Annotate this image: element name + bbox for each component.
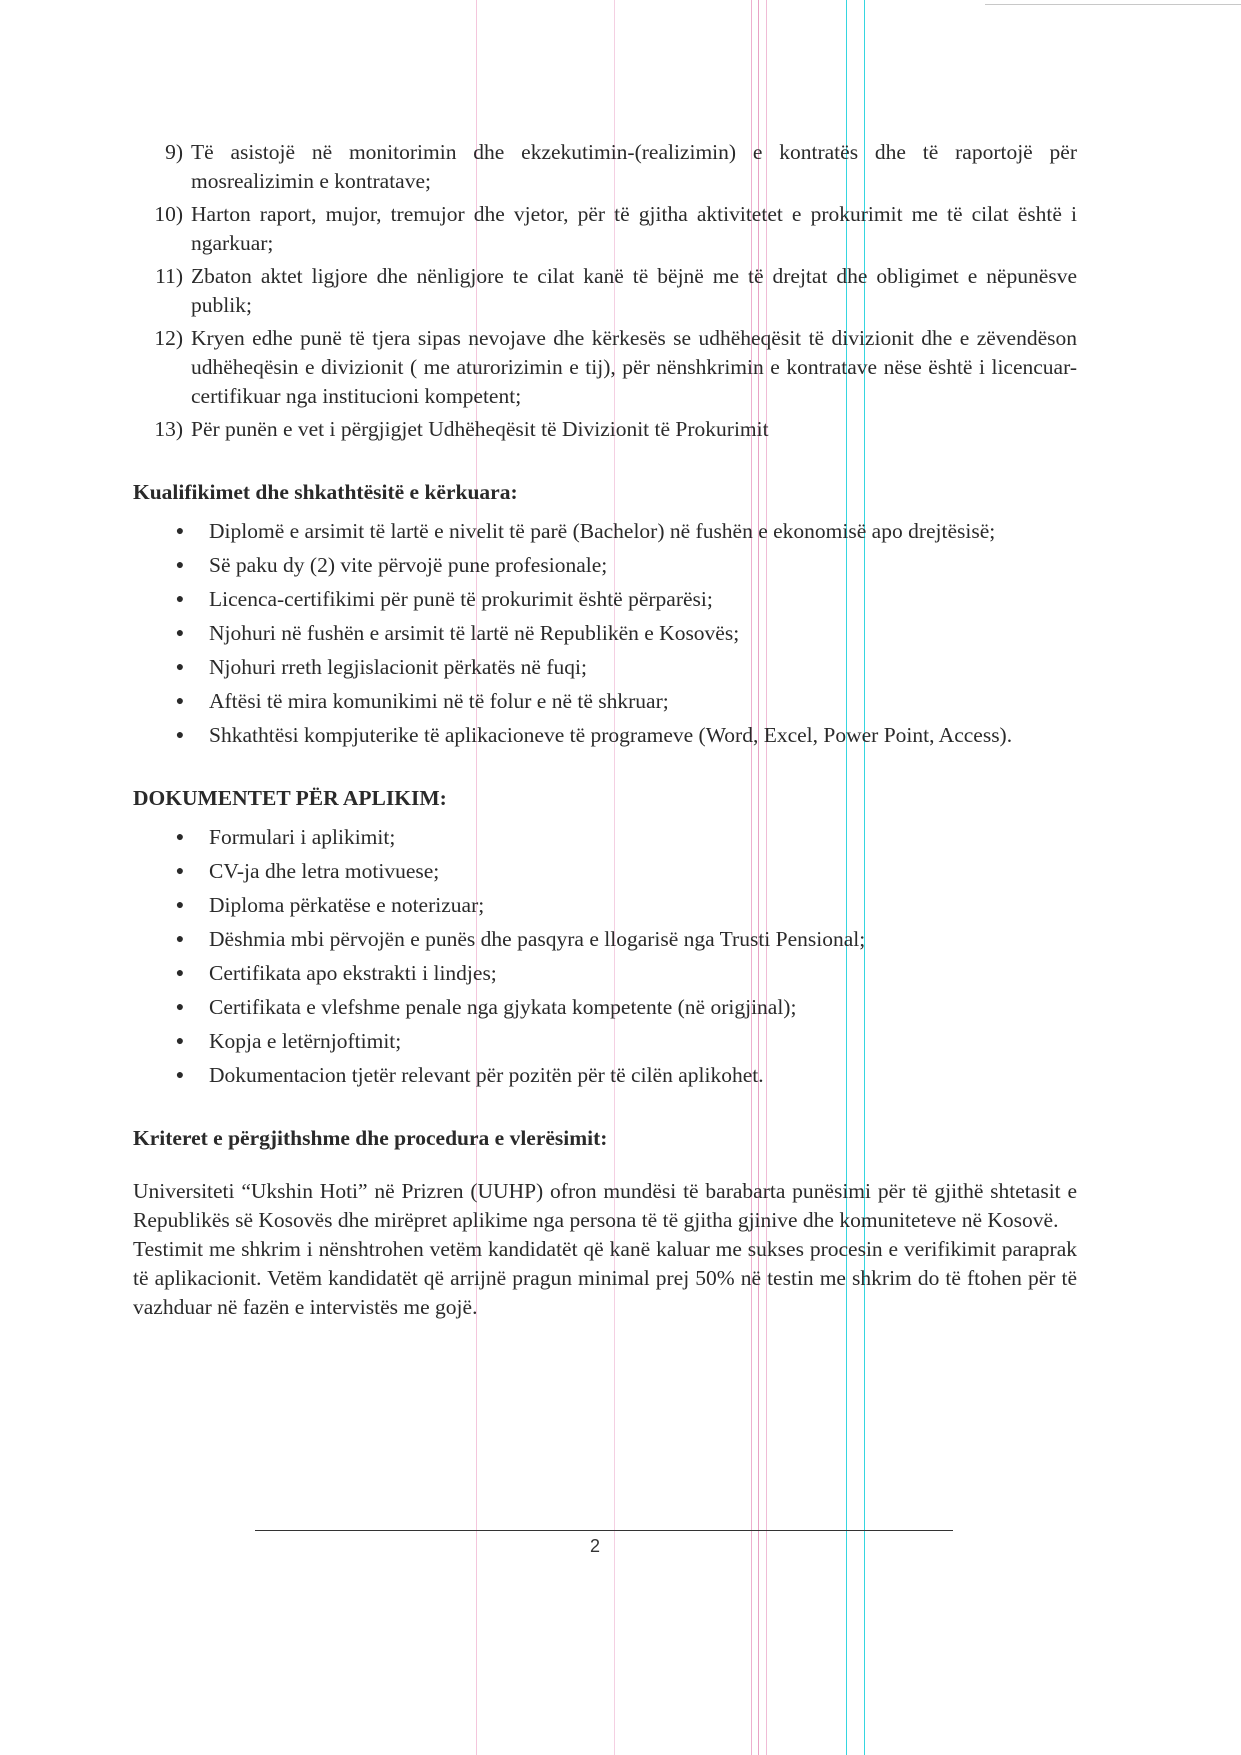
duty-text: Harton raport, mujor, tremujor dhe vjetor, për të gjitha aktivitetet e prokurimit me të cilat është i ngarkuar; bbox=[191, 202, 1077, 255]
list-item-text: Dëshmia mbi përvojën e punës dhe pasqyra e llogarisë nga Trusti Pensional; bbox=[209, 927, 866, 951]
duty-item bbox=[133, 262, 1077, 320]
list-item-text: Diplomë e arsimit të lartë e nivelit të parë (Bachelor) në fushën e ekonomisë apo drejtësisë; bbox=[209, 519, 996, 543]
duties-list bbox=[133, 138, 1077, 444]
duty-number: 10) bbox=[154, 202, 183, 226]
page-number: 2 bbox=[589, 1536, 600, 1556]
list-item bbox=[133, 993, 1077, 1022]
bullet-icon: ● bbox=[175, 728, 185, 743]
bullet-icon: ● bbox=[175, 932, 185, 947]
footer-rule bbox=[255, 1530, 953, 1531]
list-item-text: CV-ja dhe letra motivuese; bbox=[209, 859, 440, 883]
duty-number: 11) bbox=[155, 264, 183, 288]
bullet-icon: ● bbox=[175, 1000, 185, 1015]
bullet-icon: ● bbox=[175, 626, 185, 641]
bullet-icon: ● bbox=[175, 830, 185, 845]
list-item bbox=[133, 721, 1077, 750]
duty-item bbox=[133, 138, 1077, 196]
list-item-text: Dokumentacion tjetër relevant për pozitën për të cilën aplikohet. bbox=[209, 1063, 764, 1087]
list-item bbox=[133, 1027, 1077, 1056]
list-item bbox=[133, 959, 1077, 988]
list-item bbox=[133, 653, 1077, 682]
list-item bbox=[133, 551, 1077, 580]
bullet-icon: ● bbox=[175, 524, 185, 539]
document-body bbox=[133, 138, 1077, 1322]
list-item bbox=[133, 1061, 1077, 1090]
list-item-text: Certifikata e vlefshme penale nga gjykata kompetente (në origjinal); bbox=[209, 995, 797, 1019]
criteria-heading: Kriteret e përgjithshme dhe procedura e vlerësimit: bbox=[133, 1126, 608, 1150]
duty-item bbox=[133, 200, 1077, 258]
bullet-icon: ● bbox=[175, 592, 185, 607]
duty-text: Kryen edhe punë të tjera sipas nevojave dhe kërkesës se udhëheqësit të divizionit dhe e zëvendëson udhëheqësin e divizionit ( me aturorizimin e tij), për nënshkrimin e kontratave nëse është i licencuar-certifikuar nga institucioni kompetent; bbox=[191, 326, 1077, 408]
criteria-paragraph: Testimit me shkrim i nënshtrohen vetëm kandidatët që kanë kaluar me sukses procesin e verifikimit paraprak të aplikacionit. Vetëm kandidatët që arrijnë pragun minimal prej 50% në testin me shkrim do të ftohen për të vazhduar në fazën e intervistës me gojë. bbox=[133, 1237, 1077, 1319]
duty-text: Për punën e vet i përgjigjet Udhëheqësit të Divizionit të Prokurimit bbox=[191, 417, 769, 441]
duty-item bbox=[133, 415, 1077, 444]
qualifications-list bbox=[133, 517, 1077, 750]
list-item bbox=[133, 585, 1077, 614]
documents-heading: DOKUMENTET PËR APLIKIM: bbox=[133, 786, 447, 810]
documents-list bbox=[133, 823, 1077, 1090]
list-item-text: Shkathtësi kompjuterike të aplikacioneve të programeve (Word, Excel, Power Point, Access). bbox=[209, 723, 1013, 747]
list-item-text: Së paku dy (2) vite përvojë pune profesionale; bbox=[209, 553, 608, 577]
bullet-icon: ● bbox=[175, 898, 185, 913]
qualifications-heading: Kualifikimet dhe shkathtësitë e kërkuara: bbox=[133, 480, 518, 504]
duty-item bbox=[133, 324, 1077, 411]
list-item-text: Njohuri rreth legjislacionit përkatës në fuqi; bbox=[209, 655, 587, 679]
duty-number: 13) bbox=[154, 417, 183, 441]
list-item bbox=[133, 823, 1077, 852]
list-item-text: Njohuri në fushën e arsimit të lartë në Republikën e Kosovës; bbox=[209, 621, 740, 645]
duty-text: Zbaton aktet ligjore dhe nënligjore te cilat kanë të bëjnë me të drejtat dhe obligimet e nëpunësve publik; bbox=[191, 264, 1077, 317]
list-item bbox=[133, 857, 1077, 886]
list-item-text: Certifikata apo ekstrakti i lindjes; bbox=[209, 961, 497, 985]
list-item bbox=[133, 517, 1077, 546]
list-item bbox=[133, 891, 1077, 920]
bullet-icon: ● bbox=[175, 966, 185, 981]
bullet-icon: ● bbox=[175, 694, 185, 709]
list-item bbox=[133, 687, 1077, 716]
duty-number: 12) bbox=[154, 326, 183, 350]
bullet-icon: ● bbox=[175, 1034, 185, 1049]
duty-number: 9) bbox=[165, 140, 183, 164]
list-item-text: Formulari i aplikimit; bbox=[209, 825, 396, 849]
list-item bbox=[133, 925, 1077, 954]
list-item-text: Kopja e letërnjoftimit; bbox=[209, 1029, 402, 1053]
duty-text: Të asistojë në monitorimin dhe ekzekutimin-(realizimin) e kontratës dhe të raportojë për mosrealizimin e kontratave; bbox=[191, 140, 1077, 193]
bullet-icon: ● bbox=[175, 864, 185, 879]
bullet-icon: ● bbox=[175, 660, 185, 675]
list-item-text: Aftësi të mira komunikimi në të folur e në të shkruar; bbox=[209, 689, 669, 713]
criteria-paragraph: Universiteti “Ukshin Hoti” në Prizren (UUHP) ofron mundësi të barabarta punësimi për të gjithë shtetasit e Republikës së Kosovës dhe mirëpret aplikime nga persona të të gjitha gjinive dhe komuniteteve në Kosovë. bbox=[133, 1179, 1077, 1232]
list-item bbox=[133, 619, 1077, 648]
list-item-text: Licenca-certifikimi për punë të prokurimit është përparësi; bbox=[209, 587, 713, 611]
list-item-text: Diploma përkatëse e noterizuar; bbox=[209, 893, 485, 917]
bullet-icon: ● bbox=[175, 558, 185, 573]
bullet-icon: ● bbox=[175, 1068, 185, 1083]
top-edge-rule bbox=[985, 4, 1241, 5]
